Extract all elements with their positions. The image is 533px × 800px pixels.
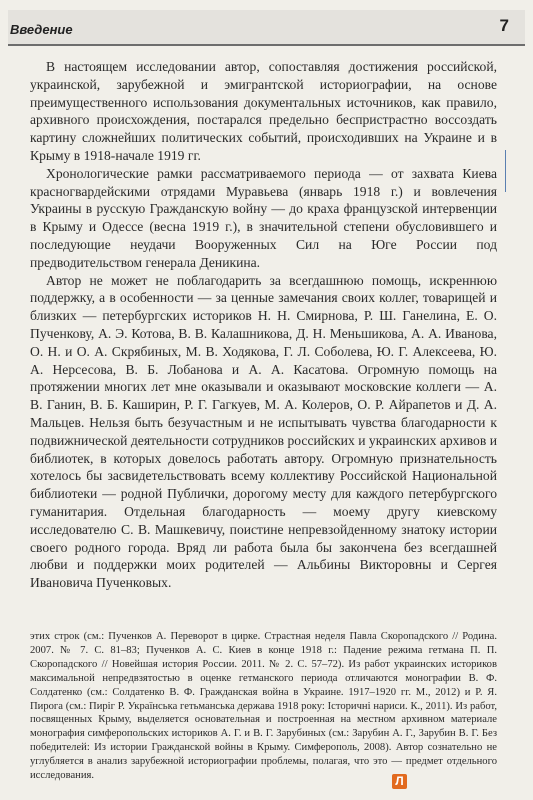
paragraph-1: В настоящем исследовании автор, сопоставляя достижения российской, украинской, зарубежной и эмигрантской историографии, на основе преимущественного использования документальных источников, как правило, архивного происхождения, постарался предельно беспристрастно воссоздать картину сложнейших политических событий, происходивших на Украине и в Крыму в 1918-начале 1919 гг.: [30, 59, 497, 163]
watermark-logo: Л: [392, 774, 407, 789]
paragraph-2: Хронологические рамки рассматриваемого периода — от захвата Киева красногвардейскими отрядами Муравьева (январь 1918 г.) и вовлечения Украины в русскую Гражданскую войну — до краха французской интервенции в Крыму и Одессе (весна 1919 г.), в значительной степени обусловившего и последующие неудачи Вооруженных Сил на Юге России под предводительством генерала Деникина.: [30, 165, 497, 270]
footnote-block: [30, 630, 497, 783]
footnote-text: этих строк (см.: Пученков А. Переворот в цирке. Страстная неделя Павла Скоропадского // Родина. 2007. № 7. С. 81–83; Пученков А. С. Киев в конце 1918 г.: Падение режима гетмана П. П. Скоропадского // Новейшая история России. 2011. № 2. С. 57–72). Из работ украинских историков максимальной непредвзятостью в оценке гетманского периода отличаются монографии В. Ф. Солдатенко (см.: Солдатенко В. Ф. Гражданская война в Украине. 1917–1920 гг. М., 2012) и Р. Я. Пирога (см.: Пиріг Р. Українська гетьманська держава 1918 року: Історичні нариси. К., 2011). Из работ, посвященных Крыму, выделяется основательная и построенная на местном архивном материале монография симферопольских историков А. Г. и В. Г. Зарубиных (см.: Зарубин А. Г., Зарубин В. Г. Без победителей: Из истории Гражданской войны в Крыму. Симферополь, 2008). Автор сознательно не углубляется в анализ зарубежной историографии проблемы, полагая, что это — предмет отдельного исследования.: [30, 631, 497, 782]
page-number: 7: [499, 16, 509, 35]
section-title: Введение: [10, 22, 73, 37]
paragraph-3: Автор не может не поблагодарить за всегдашнюю помощь, искреннюю поддержку, а в особенности — за ценные замечания своих коллег, товарищей и близких — петербургских историков Н. Н. Смирнова, Р. Ш. Ганелина, Е. О. Пученкову, А. Э. Котова, В. В. Калашникова, Д. Н. Меньшикова, А. А. Иванова, О. Н. и О. А. Скрябиных, М. В. Ходякова, Г. Л. Соболева, Ю. Г. Алексеева, Ю. А. Нерсесова, В. Б. Лобанова и А. А. Касатова. Огромную помощь на протяжении многих лет мне оказывали и оказывают московские коллеги — А. В. Ганин, В. Б. Каширин, Р. Г. Гагкуев, М. А. Колеров, О. Р. Айрапетов и Д. А. Мальцев. Нельзя быть безучастным и не испытывать чувства благодарности к подвижнической деятельности сотрудников российских и украинских архивов и библиотек, в которых довелось работать автору. Огромную признательность хотелось бы засвидетельствовать всему коллективу Российской Национальной библиотеки — родной Публички, дорогому месту для каждого петербургского гуманитария. Отдельная благодарность — моему другу киевскому исследователю С. В. Машкевичу, поистине непревзойденному знатоку истории своего родного города. Вряд ли работа была бы закончена без всегдашней любви и поддержки моих родителей — Альбины Викторовны и Сергея Ивановича Пученковых.: [30, 272, 497, 591]
running-header: [8, 10, 525, 46]
pen-mark: [505, 150, 506, 192]
body-text: [30, 58, 497, 592]
